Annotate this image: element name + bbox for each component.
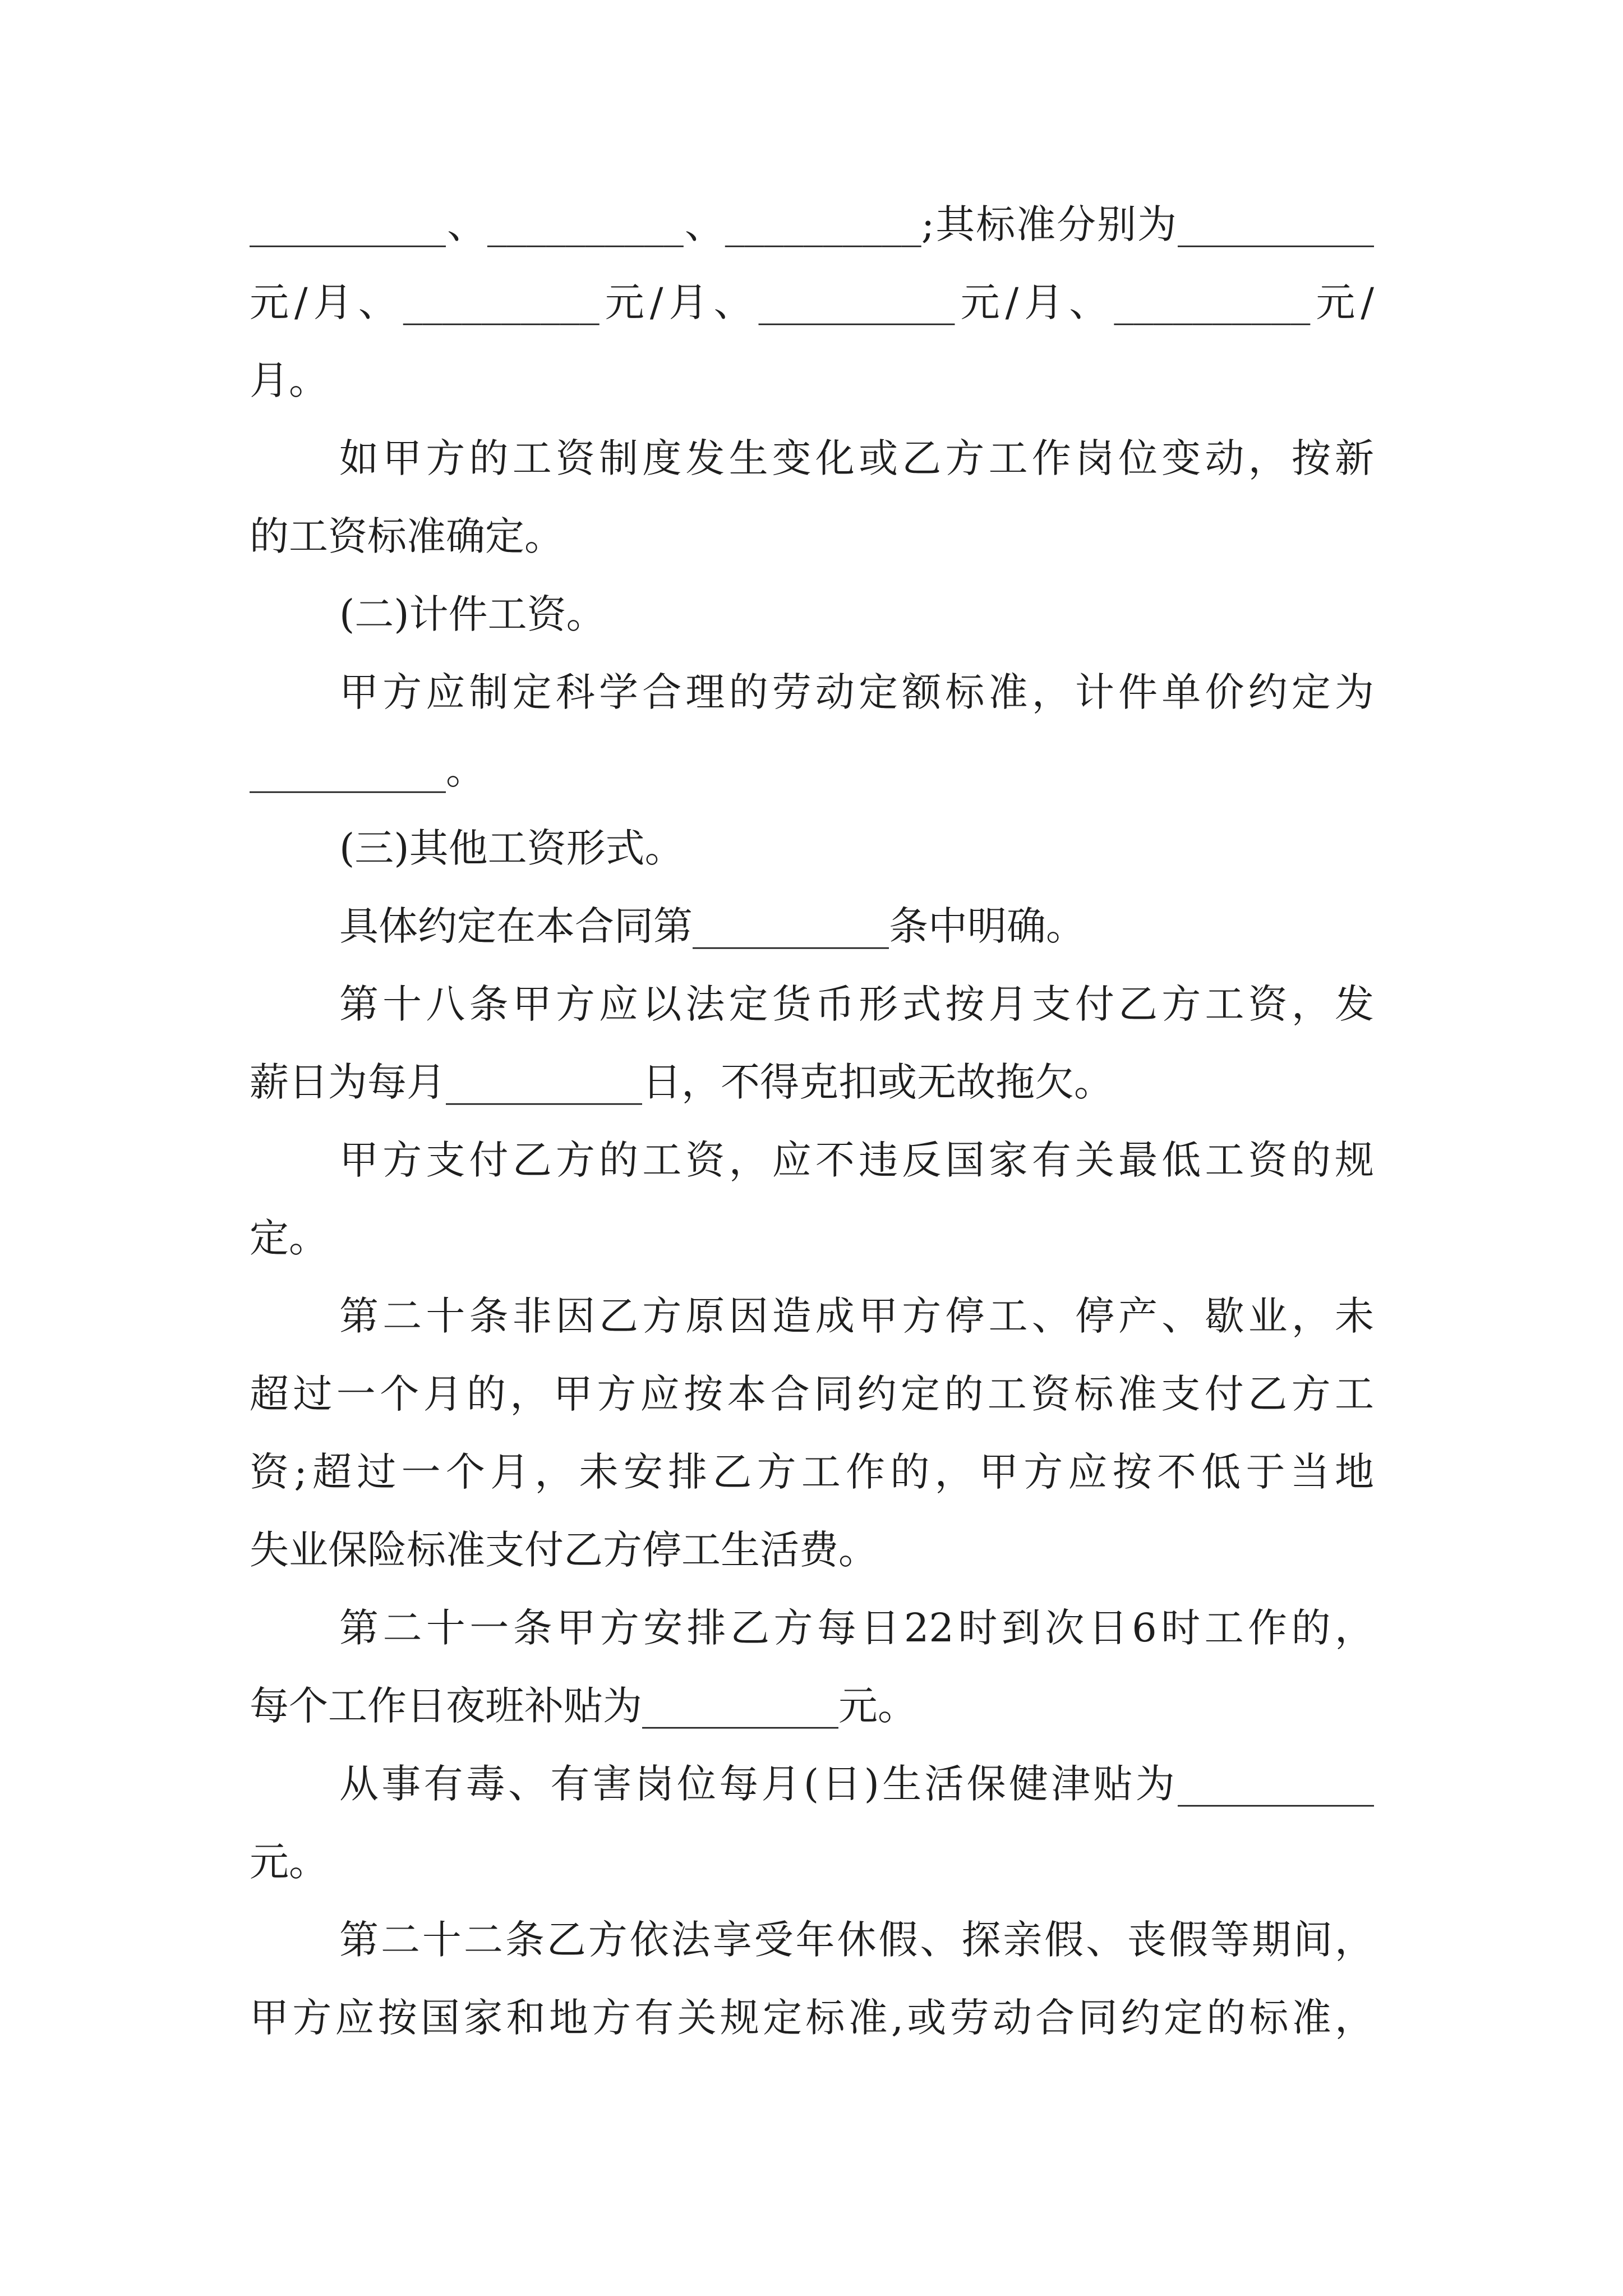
text-line: __________。 [250,747,485,793]
text-line: 第二十二条乙方依法享受年休假、探亲假、丧假等期间， [339,1917,1374,1963]
text-line: __________、__________、__________;其标准分别为__________ [250,201,1374,247]
text-line: 薪日为每月__________日，不得克扣或无故拖欠。 [250,1059,1113,1105]
text-line: 的工资标准确定。 [250,513,564,559]
text-line: 每个工作日夜班补贴为__________元。 [250,1683,917,1729]
text-line: 甲方应按国家和地方有关规定标准,或劳动合同约定的标准， [250,1995,1374,2041]
text-line: 甲方支付乙方的工资，应不违反国家有关最低工资的规 [339,1137,1374,1183]
text-line: 甲方应制定科学合理的劳动定额标准，计件单价约定为 [339,669,1374,715]
text-line: 定。 [250,1215,328,1261]
text-line: 超过一个月的，甲方应按本合同约定的工资标准支付乙方工 [250,1371,1374,1417]
text-line: 第二十一条甲方安排乙方每日22时到次日6时工作的， [339,1605,1374,1651]
text-line: (三)其他工资形式。 [339,825,684,871]
text-line: 月。 [250,357,328,403]
text-line: 第二十条非因乙方原因造成甲方停工、停产、歇业，未 [339,1293,1374,1339]
text-line: 失业保险标准支付乙方停工生活费。 [250,1527,878,1573]
text-line: 如甲方的工资制度发生变化或乙方工作岗位变动，按新 [339,435,1374,481]
text-line: 资;超过一个月，未安排乙方工作的，甲方应按不低于当地 [250,1449,1374,1495]
text-line: 具体约定在本合同第__________条中明确。 [339,903,1085,949]
text-line: (二)计件工资。 [339,591,606,637]
text-line: 元/月、__________元/月、__________元/月、__________元/ [250,279,1374,325]
text-line: 从事有毒、有害岗位每月(日)生活保健津贴为__________ [339,1761,1374,1807]
text-line: 第十八条甲方应以法定货币形式按月支付乙方工资，发 [339,981,1374,1027]
document-body [250,202,1374,2040]
text-line: 元。 [250,1839,328,1885]
